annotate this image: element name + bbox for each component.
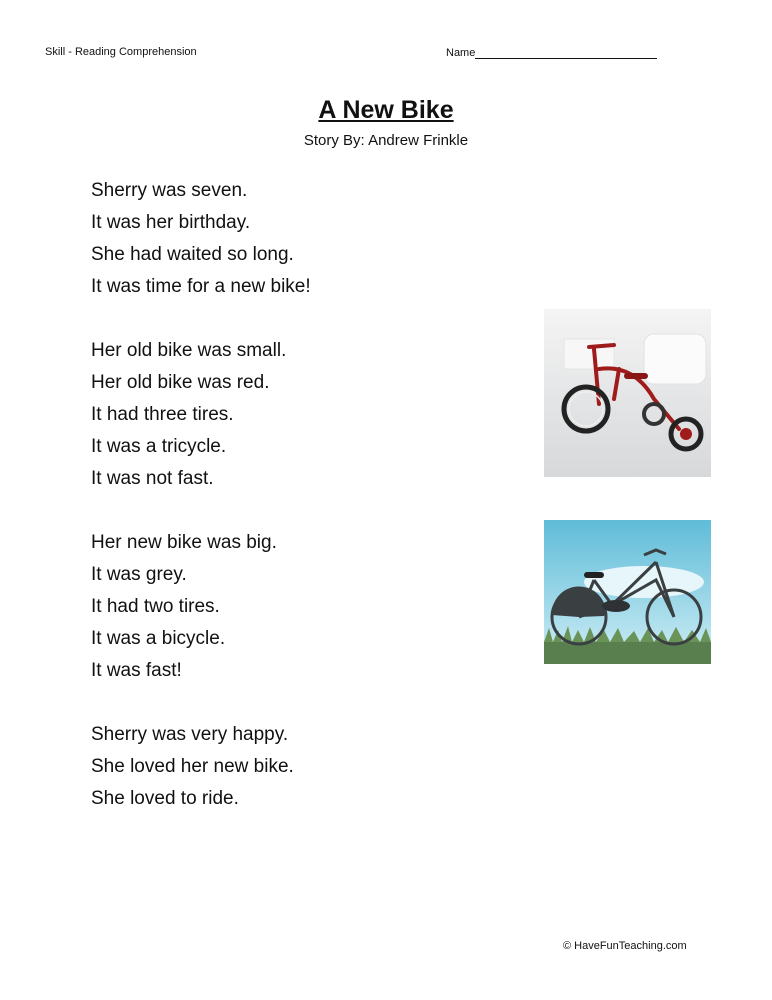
story-line: She had waited so long.: [91, 244, 294, 265]
story-line: Her old bike was red.: [91, 372, 270, 393]
page-title: A New Bike: [318, 96, 454, 124]
story-line: Her old bike was small.: [91, 340, 287, 361]
story-line: It was fast!: [91, 660, 182, 681]
story-line: Sherry was seven.: [91, 180, 248, 201]
name-blank-line[interactable]: [475, 46, 657, 59]
story-line: Her new bike was big.: [91, 532, 277, 553]
story-text: [91, 175, 311, 847]
paragraph: [91, 527, 311, 687]
paragraph: [91, 175, 311, 303]
copyright-footer: © HaveFunTeaching.com: [563, 940, 687, 952]
story-line: She loved her new bike.: [91, 756, 294, 777]
story-line: It had two tires.: [91, 596, 220, 617]
story-line: It was grey.: [91, 564, 187, 585]
tricycle-image: [544, 309, 711, 477]
paragraph: [91, 719, 311, 815]
story-line: It was a tricycle.: [91, 436, 227, 457]
story-line: It had three tires.: [91, 404, 234, 425]
story-line: It was time for a new bike!: [91, 276, 311, 297]
story-line: It was a bicycle.: [91, 628, 226, 649]
paragraph: [91, 335, 311, 495]
story-line: She loved to ride.: [91, 788, 239, 809]
story-author: Story By: Andrew Frinkle: [303, 132, 469, 149]
skill-label: Skill - Reading Comprehension: [45, 46, 197, 58]
name-label: Name: [446, 47, 476, 59]
story-line: Sherry was very happy.: [91, 724, 289, 745]
bicycle-image: [544, 520, 711, 664]
story-line: It was not fast.: [91, 468, 214, 489]
name-field[interactable]: [446, 46, 657, 59]
story-line: It was her birthday.: [91, 212, 251, 233]
